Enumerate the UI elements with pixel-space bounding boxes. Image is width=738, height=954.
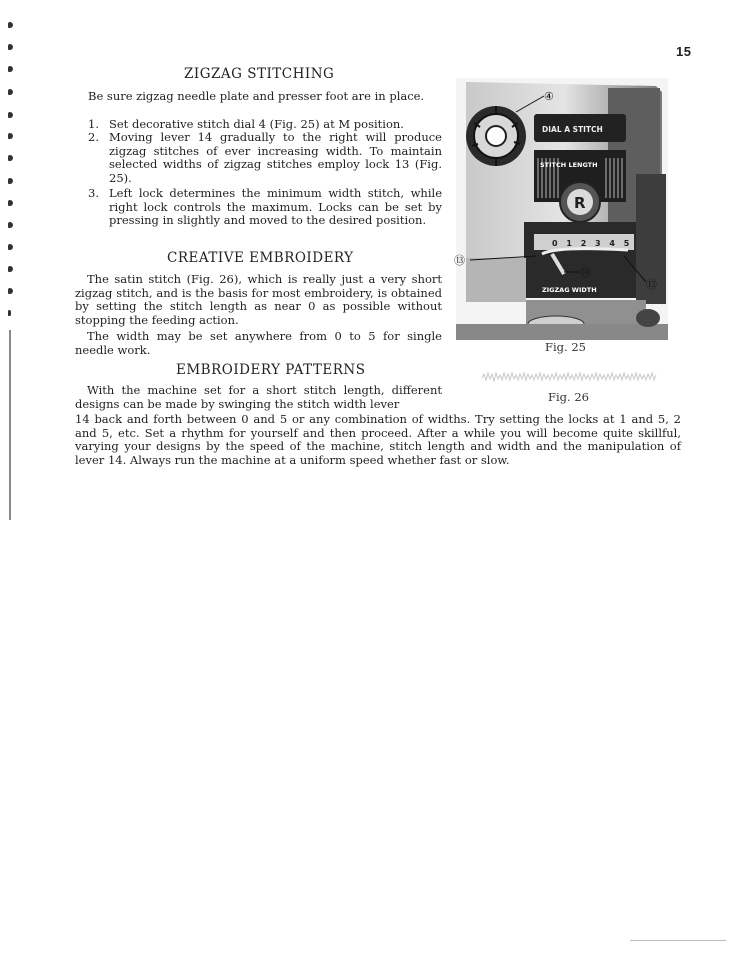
section-title-zigzag: ZIGZAG STITCHING — [184, 66, 335, 82]
binding-hole — [8, 89, 13, 95]
list-item-number: 1. — [88, 117, 99, 131]
list-item-number: 3. — [88, 186, 99, 200]
section-title-patterns: EMBROIDERY PATTERNS — [176, 362, 366, 378]
callout-4: ④ — [544, 90, 554, 103]
binding-hole — [8, 222, 13, 228]
label-stitch-length: STITCH LENGTH — [540, 161, 598, 169]
callout-13-right: ⑬ — [646, 278, 657, 291]
list-item — [88, 187, 442, 228]
binding-hole — [8, 22, 13, 28]
binding-hole — [8, 44, 13, 50]
binding-shadow — [9, 330, 11, 520]
page-number: 15 — [676, 44, 692, 59]
patterns-paragraph-continued: 14 back and forth between 0 and 5 or any combination of widths. Try setting the locks at 1 and 5, 2 and 5, etc. Set a rhythm for yourself and then proceed. After a while you will become quite skillful, varying your designs by the speed of the machine, stitch length and width and the manipulation of lever 14. Always run the machine at a uniform speed whether fast or slow. — [75, 412, 681, 467]
binding-hole — [8, 200, 13, 206]
binding-hole — [8, 310, 11, 316]
binding-hole — [8, 244, 13, 250]
list-item-text: Moving lever 14 gradually to the right will produce zigzag stitches of ever increasing width. To maintain selected widths of zigzag stitches employ lock 13 (Fig. 25). — [109, 130, 442, 185]
callout-13-left: ⑬ — [454, 254, 465, 267]
label-width-scale: 0 1 2 3 4 5 — [552, 239, 633, 248]
figure-25-caption: Fig. 25 — [545, 340, 586, 354]
zigzag-intro: Be sure zigzag needle plate and presser foot are in place. — [88, 89, 425, 103]
binding-hole — [8, 178, 13, 184]
section-title-creative: CREATIVE EMBROIDERY — [167, 250, 354, 266]
list-item-text: Left lock determines the minimum width stitch, while right lock controls the maximum. Locks can be set by pressing in slightly and moved to the desired position. — [109, 186, 442, 228]
figure-26-caption: Fig. 26 — [548, 390, 589, 404]
footer-rule — [630, 940, 726, 941]
figure-26-stitch-sample — [482, 368, 658, 386]
creative-paragraph-2: The width may be set anywhere from 0 to 5 for single needle work. — [75, 329, 442, 357]
list-item-text: Set decorative stitch dial 4 (Fig. 25) at M position. — [109, 117, 404, 131]
binding-hole — [8, 112, 13, 118]
callout-14: ⑭ — [580, 266, 591, 279]
binding-hole — [8, 155, 13, 161]
label-reverse: R — [574, 194, 586, 212]
binding-hole — [8, 288, 13, 294]
label-zigzag-width: ZIGZAG WIDTH — [542, 286, 597, 294]
creative-paragraph-1: The satin stitch (Fig. 26), which is really just a very short zigzag stitch, and is the basis for most embroidery, is obtained by setting the stitch length as near 0 as possible without stopping the feeding action. — [75, 272, 442, 327]
binding-hole — [8, 133, 13, 139]
figure-25-photo — [456, 78, 668, 340]
patterns-paragraph-start: With the machine set for a short stitch length, different designs can be made by swinging the stitch width lever — [75, 383, 442, 411]
binding-hole — [8, 66, 13, 72]
list-item — [88, 131, 442, 185]
binding-hole — [8, 266, 13, 272]
list-item-number: 2. — [88, 130, 99, 144]
label-dial-stitch: DIAL A STITCH — [542, 125, 603, 134]
